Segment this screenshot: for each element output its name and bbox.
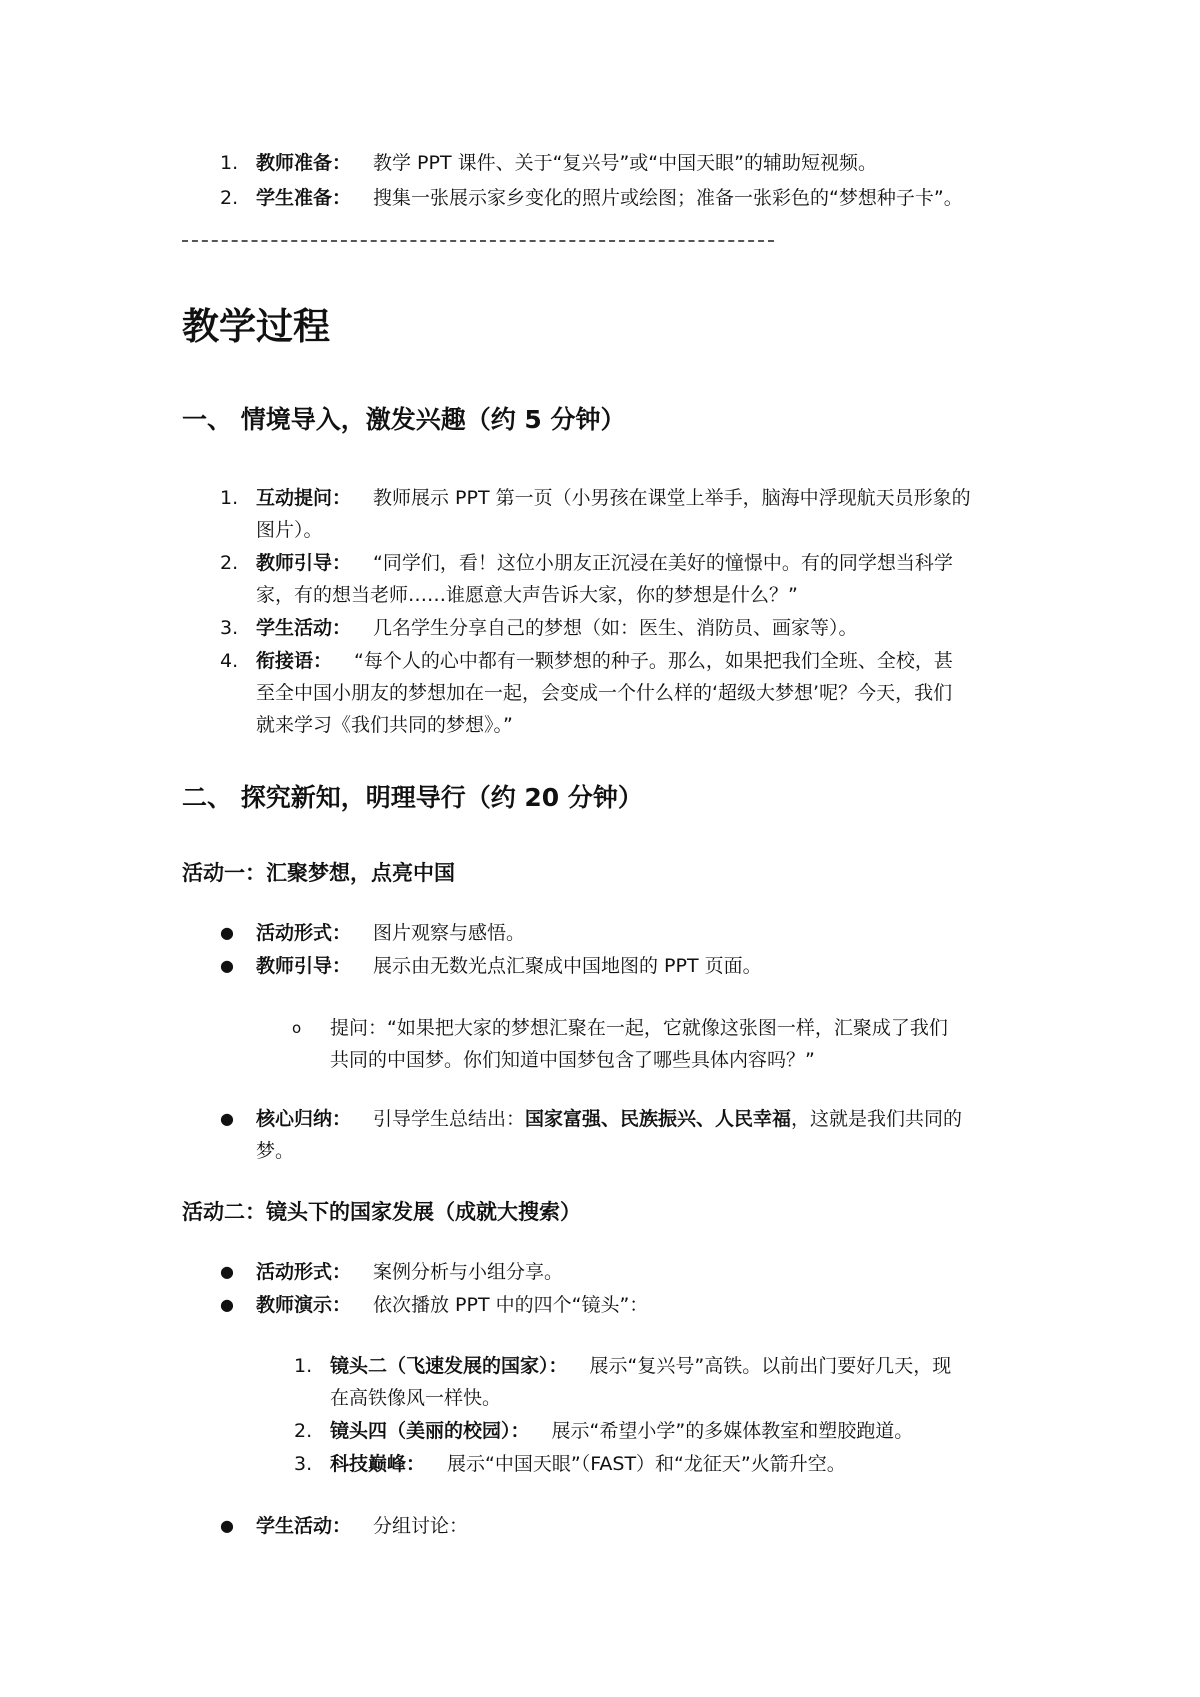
subsection-heading: 活动二：镜头下的国家发展（成就大搜索） [182, 1200, 581, 1224]
list-number: 1. [220, 152, 239, 174]
item-text: 教学 PPT 课件、关于“复兴号”或“中国天眼”的辅助短视频。 [373, 152, 877, 174]
subsection-heading: 活动一：汇聚梦想，点亮中国 [182, 861, 455, 885]
list-item [256, 612, 1036, 644]
item-text-line: 就来学习《我们共同的梦想》。” [256, 714, 513, 736]
item-text: 案例分析与小组分享。 [373, 1261, 564, 1283]
circle-bullet-icon: o [292, 1019, 302, 1037]
item-label: 教师演示： [256, 1294, 352, 1316]
bullet-icon: ● [220, 1262, 234, 1281]
page-title: 教学过程 [182, 305, 330, 348]
list-number: 1. [294, 1355, 313, 1377]
list-item [256, 645, 1036, 741]
bullet-icon: ● [220, 1516, 234, 1535]
item-text-line: 教师展示 PPT 第一页（小男孩在课堂上举手，脑海中浮现航天员形象的 [373, 487, 971, 509]
list-item [256, 1103, 1036, 1167]
list-number: 1. [220, 487, 239, 509]
list-item [256, 1289, 648, 1321]
item-text-line: 几名学生分享自己的梦想（如：医生、消防员、画家等）。 [373, 617, 858, 639]
item-text: 搜集一张展示家乡变化的照片或绘图；准备一张彩色的“梦想种子卡”。 [373, 187, 963, 209]
list-number: 3. [294, 1453, 313, 1475]
item-label: 教师引导： [256, 955, 352, 977]
dashed-divider [182, 240, 774, 242]
list-item [330, 1012, 1030, 1076]
list-item [256, 547, 1036, 611]
item-text: 图片观察与感悟。 [373, 922, 526, 944]
list-item [256, 482, 1036, 546]
list-number: 4. [220, 650, 239, 672]
item-label: 镜头四（美丽的校园）： [330, 1420, 530, 1442]
list-number: 2. [294, 1420, 313, 1442]
item-text-line: 至全中国小朋友的梦想加在一起，会变成一个什么样的‘超级大梦想’呢？今天，我们 [256, 682, 953, 704]
list-item [330, 1415, 1030, 1447]
list-number: 3. [220, 617, 239, 639]
item-text-line: 提问：“如果把大家的梦想汇聚在一起，它就像这张图一样，汇聚成了我们 [330, 1017, 948, 1039]
item-label: 互动提问： [256, 487, 352, 509]
item-text: 依次播放 PPT 中的四个“镜头”： [373, 1294, 649, 1316]
item-label: 镜头二（飞速发展的国家）： [330, 1355, 568, 1377]
item-text-line: “同学们，看！这位小朋友正沉浸在美好的憧憬中。有的同学想当科学 [373, 552, 953, 574]
list-number: 2. [220, 187, 239, 209]
bullet-icon: ● [220, 956, 234, 975]
item-label: 学生准备： [256, 187, 352, 209]
item-text-line: 展示“中国天眼”（FAST）和“龙征天”火箭升空。 [447, 1453, 846, 1475]
item-label: 衔接语： [256, 650, 333, 672]
list-item [330, 1350, 1030, 1414]
item-text-line: 梦。 [256, 1140, 295, 1162]
item-emphasis: 国家富强、民族振兴、人民幸福 [525, 1108, 792, 1130]
list-item [256, 182, 963, 214]
item-label: 科技巅峰： [330, 1453, 426, 1475]
list-item [256, 1256, 563, 1288]
item-text: 分组讨论： [373, 1515, 469, 1537]
item-label: 教师准备： [256, 152, 352, 174]
bullet-icon: ● [220, 1295, 234, 1314]
item-text-line: 在高铁像风一样快。 [330, 1387, 502, 1409]
item-label: 教师引导： [256, 552, 352, 574]
item-text: 展示由无数光点汇聚成中国地图的 PPT 页面。 [373, 955, 762, 977]
bullet-icon: ● [220, 1109, 234, 1128]
section-heading: 二、 探究新知，明理导行（约 20 分钟） [182, 783, 643, 812]
list-number: 2. [220, 552, 239, 574]
item-text-line: 共同的中国梦。你们知道中国梦包含了哪些具体内容吗？” [330, 1049, 815, 1071]
item-text: 引导学生总结出： [373, 1108, 526, 1130]
item-label: 活动形式： [256, 1261, 352, 1283]
item-label: 活动形式： [256, 922, 352, 944]
list-item [256, 147, 877, 179]
item-label: 学生活动： [256, 617, 352, 639]
list-item [256, 1510, 468, 1542]
item-label: 核心归纳： [256, 1108, 352, 1130]
item-label: 学生活动： [256, 1515, 352, 1537]
list-item [256, 917, 525, 949]
item-text: ，这就是我们共同的 [791, 1108, 963, 1130]
section-heading: 一、 情境导入，激发兴趣（约 5 分钟） [182, 405, 626, 434]
item-text-line: 图片）。 [256, 519, 323, 541]
bullet-icon: ● [220, 923, 234, 942]
list-item [256, 950, 762, 982]
item-text-line: 展示“希望小学”的多媒体教室和塑胶跑道。 [551, 1420, 914, 1442]
item-text-line: 展示“复兴号”高铁。以前出门要好几天，现 [589, 1355, 952, 1377]
item-text-line: 家，有的想当老师……谁愿意大声告诉大家，你的梦想是什么？” [256, 584, 798, 606]
item-text-line: “每个人的心中都有一颗梦想的种子。那么，如果把我们全班、全校，甚 [354, 650, 953, 672]
list-item [330, 1448, 1030, 1480]
